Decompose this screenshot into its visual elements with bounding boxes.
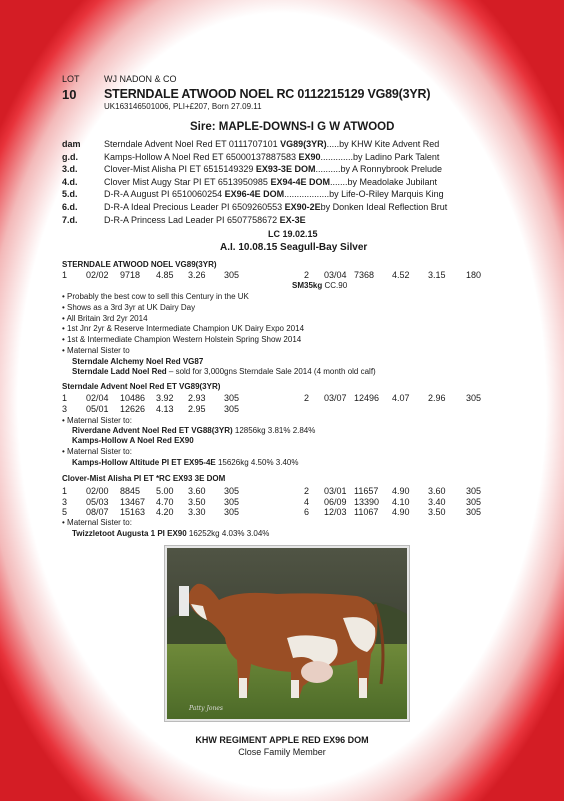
cow-illustration (167, 548, 407, 719)
ancestor-name: D-R-A Princess Lad Leader PI 6507758672 (104, 214, 280, 225)
bullet: • Maternal Sister to: (62, 518, 132, 527)
sired-by: .....by KHW Kite Advent Red (326, 139, 440, 149)
photo-caption: KHW REGIMENT APPLE RED EX96 DOM (195, 735, 369, 745)
bullet: • Maternal Sister to: (62, 447, 132, 456)
table-cell: 4.52 (392, 270, 410, 280)
sired-by: ..................by Life-O-Riley Marquis King (284, 189, 444, 200)
table-cell: 2.93 (188, 393, 206, 403)
bullet: • 1st Jnr 2yr & Reserve Intermediate Champion UK Dairy Expo 2014 (62, 324, 305, 334)
ancestor-name: Clover Mist Augy Star PI ET 6513950985 (104, 176, 271, 187)
table-cell: 305 (466, 393, 482, 403)
table-cell: 03/07 (324, 393, 347, 403)
table-cell: 5 (62, 507, 68, 517)
table-cell: 12626 (120, 403, 146, 414)
table-cell: 02/02 (86, 270, 109, 280)
table-cell: 4.90 (392, 507, 410, 517)
ancestor-name: D-R-A August PI 6510060254 (104, 189, 225, 200)
pedigree-line (62, 201, 522, 213)
generation-label: g.d. (62, 151, 78, 162)
ancestor-name: Clover-Mist Alisha PI ET 6515149329 (104, 164, 256, 175)
ancestor-entry (104, 188, 444, 200)
table-row (62, 403, 512, 415)
generation-label: 3.d. (62, 164, 78, 175)
pedigree-line (62, 176, 522, 188)
bullet: • Probably the best cow to sell this Century in the UK (62, 292, 249, 301)
table-cell: 3 (62, 403, 68, 414)
breeder-name: WJ NADON & CO (104, 74, 177, 84)
table-cell: 180 (466, 270, 482, 280)
table-cell: 10486 (120, 393, 146, 403)
table-row (62, 506, 512, 518)
table-cell: 3.30 (188, 507, 206, 517)
sired-by: .............by Ladino Park Talent (320, 151, 440, 162)
pedigree-line (62, 138, 522, 150)
table-cell: 12/03 (324, 507, 347, 517)
table-cell: 3.60 (428, 486, 446, 496)
table-cell: 2 (304, 393, 310, 403)
sister-name: Twizzletoot Augusta 1 PI EX90 (72, 529, 187, 538)
table-cell: 1 (62, 393, 68, 403)
table-cell: 05/03 (86, 496, 109, 507)
table-cell: 11657 (354, 486, 379, 496)
table-cell: 305 (224, 270, 240, 280)
table-cell: 305 (466, 496, 482, 507)
table-cell: 11067 (354, 507, 379, 517)
table-cell: 4.10 (392, 496, 410, 507)
table-cell: 02/04 (86, 393, 109, 403)
animal-name: STERNDALE ATWOOD NOEL RC 0112215129 VG89(3YR) (104, 87, 431, 101)
table-cell: 3.40 (428, 496, 446, 507)
ancestor-entry (104, 201, 447, 213)
table-cell: 02/00 (86, 486, 109, 496)
bullet: • Shows as a 3rd 3yr at UK Dairy Day (62, 302, 196, 312)
bullet: • Maternal Sister to (62, 346, 130, 355)
sister-record: 15626kg 4.50% 3.40% (215, 458, 299, 467)
table-cell: 305 (466, 507, 482, 517)
photographer-signature: Patty Jones (189, 705, 223, 712)
generation-label: 7.d. (62, 214, 78, 225)
table-cell: 1 (62, 486, 68, 496)
pedigree-line (62, 214, 522, 226)
table-cell: 05/01 (86, 403, 109, 414)
ancestor-entry (104, 151, 439, 163)
pedigree-line (62, 151, 522, 163)
table-cell: 305 (466, 486, 482, 496)
generation-label: 6.d. (62, 202, 78, 212)
pedigree-line (62, 188, 522, 200)
sire-line: Sire: MAPLE-DOWNS-I G W ATWOOD (190, 121, 395, 133)
sm-record: SM35kg (292, 281, 323, 290)
table-cell: 3.92 (156, 393, 174, 403)
table-cell: 305 (224, 496, 240, 507)
table-row (62, 269, 512, 281)
table-cell: 1 (62, 270, 68, 280)
table-cell: 03/04 (324, 270, 347, 280)
table-cell: 4.90 (392, 486, 410, 496)
sister-note: – sold for 3,000gns Sterndale Sale 2014 (4 month old calf) (166, 367, 376, 376)
section-title: Sterndale Advent Noel Red ET VG89(3YR) (62, 382, 221, 391)
sired-by: ..........by A Ronnybrook Prelude (315, 164, 443, 175)
table-cell: 8845 (120, 486, 141, 496)
sired-by: by Donken Ideal Reflection Brut (320, 202, 448, 212)
bullet: • Maternal Sister to: (62, 416, 132, 425)
table-cell: 305 (224, 486, 240, 496)
classification: EX90 (298, 151, 321, 162)
table-cell: 305 (224, 403, 240, 414)
classification: EX96-4E DOM (224, 189, 285, 200)
ancestor-name: Sterndale Advent Noel Red ET 0111707101 (104, 139, 281, 149)
classification: EX94-4E DOM (270, 176, 330, 187)
cc-record: CC.90 (324, 281, 348, 290)
sister-name: Sterndale Alchemy Noel Red VG87 (72, 357, 204, 366)
generation-label: dam (62, 139, 81, 149)
section-title: Clover-Mist Alisha PI ET *RC EX93 3E DOM (62, 474, 226, 483)
ancestor-entry (104, 138, 439, 150)
table-cell: 4.85 (156, 270, 174, 280)
table-cell: 4.70 (156, 496, 174, 507)
classification: VG89(3YR) (280, 139, 327, 149)
table-cell: 4 (304, 496, 310, 507)
table-cell: 08/07 (86, 507, 109, 517)
lot-number: 10 (62, 87, 77, 102)
generation-label: 4.d. (62, 176, 78, 187)
table-cell: 3.26 (188, 270, 206, 280)
table-cell: 2 (304, 270, 310, 280)
table-cell: 3.15 (428, 270, 446, 280)
table-cell: 2 (304, 486, 310, 496)
table-cell: 4.20 (156, 507, 174, 517)
table-cell: 4.07 (392, 393, 410, 403)
table-cell: 3.60 (188, 486, 206, 496)
sister-record: 16252kg 4.03% 3.04% (186, 529, 270, 538)
table-cell: 3.50 (188, 496, 206, 507)
table-cell: 2.95 (188, 403, 206, 414)
lc-date: LC 19.02.15 (268, 229, 318, 239)
table-cell: 5.00 (156, 486, 174, 496)
sister-name: Kamps-Hollow Altitude PI ET EX95-4E (72, 458, 216, 467)
lot-label: LOT (62, 74, 80, 84)
table-cell: 06/09 (324, 496, 347, 507)
table-cell: 9718 (120, 270, 141, 280)
sister-name: Kamps-Hollow A Noel Red EX90 (72, 436, 194, 445)
table-cell: 3 (62, 496, 68, 507)
ancestor-entry (104, 163, 442, 175)
sister-record: 12856kg 3.81% 2.84% (232, 426, 316, 435)
section-title: STERNDALE ATWOOD NOEL VG89(3YR) (62, 260, 217, 269)
classification: EX90-2E (284, 202, 321, 212)
table-cell: 6 (304, 507, 310, 517)
sister-name: Sterndale Ladd Noel Red (72, 367, 167, 376)
sister-name: Riverdane Advent Noel Red ET VG88(3YR) (72, 426, 233, 435)
pedigree-line (62, 163, 522, 175)
ancestor-entry (104, 214, 306, 226)
classification: EX93-3E DOM (255, 164, 316, 175)
ancestor-name: D-R-A Ideal Precious Leader PI 6509260553 (104, 202, 285, 212)
bullet: • All Britain 3rd 2yr 2014 (62, 313, 148, 323)
table-cell: 13467 (120, 496, 146, 507)
bullet: • 1st & Intermediate Champion Western Holstein Spring Show 2014 (62, 335, 302, 345)
table-cell: 3.50 (428, 507, 446, 517)
registration-info: UK163146501006, PLI+£207, Born 27.09.11 (104, 102, 262, 111)
table-cell: 2.96 (428, 393, 446, 403)
table-cell: 7368 (354, 270, 375, 280)
table-cell: 13390 (354, 496, 380, 507)
table-cell: 12496 (354, 393, 380, 403)
ancestor-entry (104, 176, 437, 188)
table-cell: 305 (224, 507, 240, 517)
classification: EX-3E (279, 214, 306, 225)
table-cell: 4.13 (156, 403, 174, 414)
sired-by: .......by Meadolake Jubilant (329, 176, 438, 187)
table-cell: 305 (224, 393, 240, 403)
ancestor-name: Kamps-Hollow A Noel Red ET 65000137887583 (104, 151, 299, 162)
photo-subcaption: Close Family Member (238, 747, 326, 757)
ai-date: A.I. 10.08.15 Seagull-Bay Silver (220, 242, 368, 253)
table-cell: 03/01 (324, 486, 347, 496)
generation-label: 5.d. (62, 189, 78, 200)
table-cell: 15163 (120, 507, 146, 517)
cow-photo (165, 546, 409, 721)
